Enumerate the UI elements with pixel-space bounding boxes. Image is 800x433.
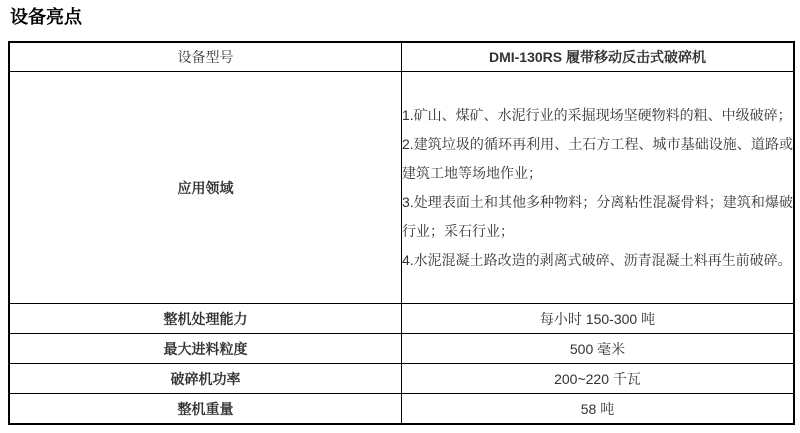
spec-label-weight: 整机重量: [9, 394, 402, 425]
spec-label-model: 设备型号: [9, 42, 402, 72]
spec-label-capacity: 整机处理能力: [9, 304, 402, 334]
spec-value-application: [402, 72, 795, 304]
table-row-application: [9, 72, 794, 304]
table-row-model: [9, 42, 794, 72]
spec-label-power: 破碎机功率: [9, 364, 402, 394]
application-item: 1.矿山、煤矿、水泥行业的采掘现场坚硬物料的粗、中级破碎；: [402, 106, 792, 123]
spec-label-feed-size: 最大进料粒度: [9, 334, 402, 364]
spec-value-model: DMI-130RS 履带移动反击式破碎机: [402, 42, 795, 72]
spec-value-capacity: 每小时 150-300 吨: [402, 304, 795, 334]
spec-value-power: 200~220 千瓦: [402, 364, 795, 394]
page-title: 设备亮点: [10, 7, 82, 27]
table-row-feed-size: [9, 334, 794, 364]
spec-label-application: 应用领域: [9, 72, 402, 304]
table-row-power: [9, 364, 794, 394]
application-item: 3.处理表面土和其他多种物料；分离粘性混凝骨料；建筑和爆破行业；采石行业；: [402, 193, 793, 239]
spec-value-weight: 58 吨: [402, 394, 795, 425]
equipment-spec-table: [8, 41, 795, 425]
table-row-capacity: [9, 304, 794, 334]
application-item: 2.建筑垃圾的循环再利用、土石方工程、城市基础设施、道路或建筑工地等场地作业；: [402, 135, 793, 181]
application-item: 4.水泥混凝土路改造的剥离式破碎、沥青混凝土料再生前破碎。: [402, 251, 792, 268]
spec-value-feed-size: 500 毫米: [402, 334, 795, 364]
table-row-weight: [9, 394, 794, 425]
